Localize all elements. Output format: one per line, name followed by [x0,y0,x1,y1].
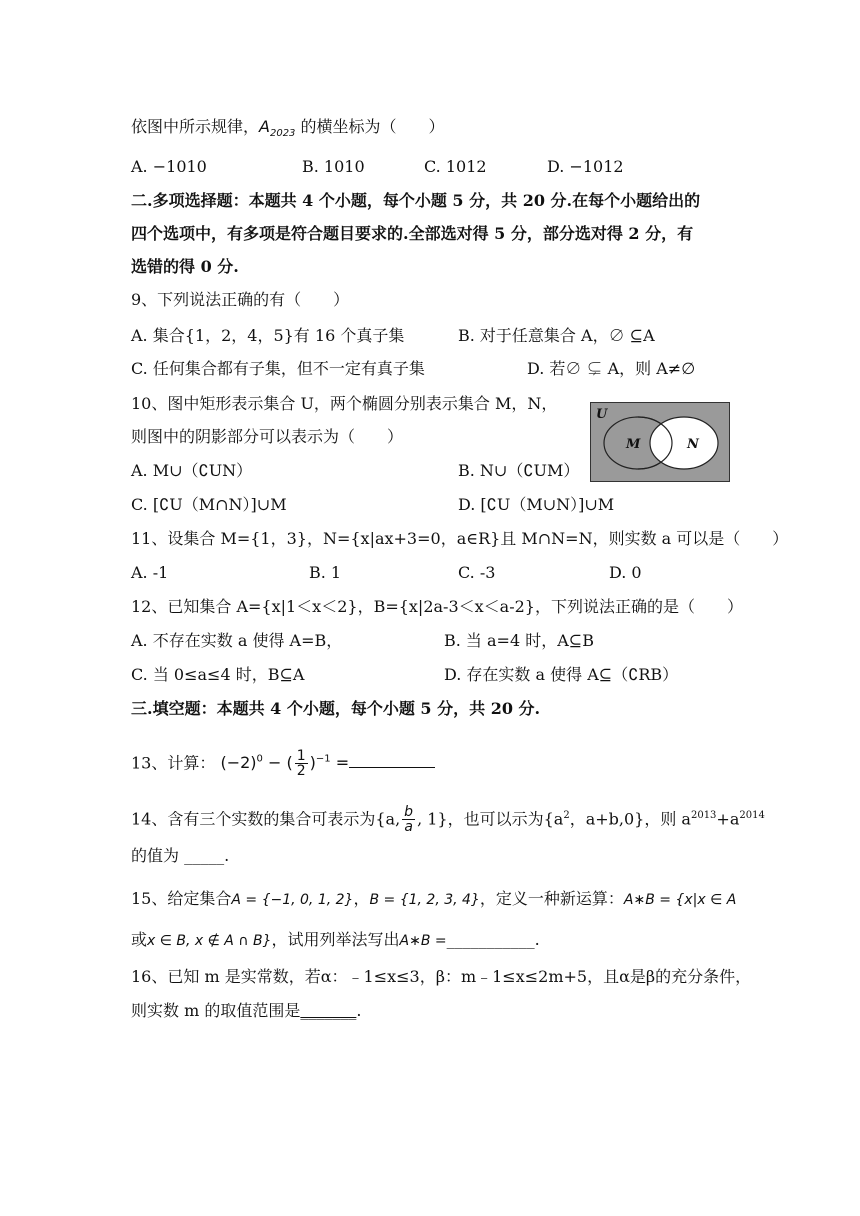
q15-answer-blank[interactable]: ___________. [446,930,540,949]
q15-line1: 15、给定集合A = {−1, 0, 1, 2}，B = {1, 2, 3, 4}，定义一种新运算：A∗B = {x|x ∈ A [131,889,737,908]
q8-stem: 依图中所示规律，$A_{2023}$ 的横坐标为（ ） [131,117,445,140]
q12-stem: 12、已知集合 A={x|1＜x＜2}，B={x|2a-3＜x＜a-2}，下列说法正确的是（ ） [131,597,743,616]
set-n-ellipse [650,417,718,469]
q13 [131,744,435,779]
q13-answer-blank[interactable] [349,753,435,768]
q12-option-b: B. 当 a=4 时，A⊆B [444,631,594,650]
q11-option-d: D. 0 [609,563,642,582]
q15-operation-def: A∗B = {x|x ∈ A [623,892,737,908]
q10-option-c: C. [∁U（M∩N）]∪M [131,495,287,514]
q8-option-b: B. 1010 [302,157,365,176]
section2-heading-line2: 四个选项中，有多项是符合题目要求的.全部选对得 5 分，部分选对得 2 分，有 [131,224,694,243]
q15-answer-label: A∗B = [399,933,447,949]
q10-option-a: A. M∪（∁UN） [131,461,253,480]
q11-option-c: C. -3 [458,563,496,582]
q12-option-c: C. 当 0≤a≤4 时，B⊆A [131,665,305,684]
q8-option-a: A. −1010 [131,157,207,176]
q15-condition: x ∈ B, x ∉ A ∩ B} [147,933,272,949]
q16-line1: 16、已知 m 是实常数，若α：﹣1≤x≤3，β：m﹣1≤x≤2m+5，且α是β的充分条件， [131,967,752,986]
q14-fraction: $\frac{b}{a}$ [404,804,414,836]
q8-option-d: D. −1012 [547,157,624,176]
q9-option-b: B. 对于任意集合 A，∅ ⊆A [458,326,655,345]
q10-option-b: B. N∪（∁UM） [458,461,580,480]
venn-diagram [590,402,730,482]
q9-option-d: D. 若∅ ⊊ A，则 A≠∅ [527,359,696,378]
q9-stem: 9、下列说法正确的有（ ） [131,290,350,309]
q12-option-a: A. 不存在实数 a 使得 A=B， [131,631,343,650]
q8-option-c: C. 1012 [424,157,487,176]
a2023-symbol: $A_{2023}$ [259,117,296,140]
q11-option-b: B. 1 [309,563,342,582]
q12-option-d: D. 存在实数 a 使得 A⊆（∁RB） [444,665,679,684]
q15-line2: 或x ∈ B, x ∉ A ∩ B}，试用列举法写出A∗B =___________. [131,930,540,949]
q15-set-a: A = {−1, 0, 1, 2} [231,892,354,908]
q11-option-a: A. -1 [131,563,169,582]
q15-set-b: B = {1, 2, 3, 4} [369,892,480,908]
section3-heading: 三.填空题：本题共 4 个小题，每个小题 5 分，共 20 分. [131,699,541,718]
q11-stem: 11、设集合 M={1，3}，N={x|ax+3=0，a∈R}且 M∩N=N，则实数 a 可以是（ ） [131,529,789,548]
q13-expression: $(-2)^0$ − ( $\frac{1}{2}$ )$^{-1}$ = [220,748,350,780]
q9-option-a: A. 集合{1，2，4，5}有 16 个真子集 [131,326,405,345]
venn-label-n: N [687,437,699,452]
section2-heading-line3: 选错的得 0 分. [131,257,239,276]
section2-heading-line1: 二.多项选择题：本题共 4 个小题，每个小题 5 分，共 20 分.在每个小题给出的 [131,191,701,210]
q10-stem-line1: 10、图中矩形表示集合 U，两个椭圆分别表示集合 M，N， [131,394,558,413]
q9-option-c: C. 任何集合都有子集，但不一定有真子集 [131,359,425,378]
venn-label-u: U [596,407,608,422]
venn-label-m: M [626,437,641,452]
q13-stem: 13、计算： [131,753,216,773]
q16-line2: 则实数 m 的取值范围是_______. [131,1001,362,1020]
q10-option-d: D. [∁U（M∪N）]∪M [458,495,615,514]
q13-fraction: $\frac{1}{2}$ [296,748,306,780]
q14-line2: 的值为 _____. [131,846,230,865]
q10-stem-line2: 则图中的阴影部分可以表示为（ ） [131,427,404,446]
q14-line1: 14、含有三个实数的集合可表示为{a, $\frac{b}{a}$ , 1}，也可以示为{$a^2$，a+b,0}，则 $a^{2013}+a^{2014}$ [131,804,765,836]
q16-answer-blank[interactable]: _______ [300,1001,357,1020]
